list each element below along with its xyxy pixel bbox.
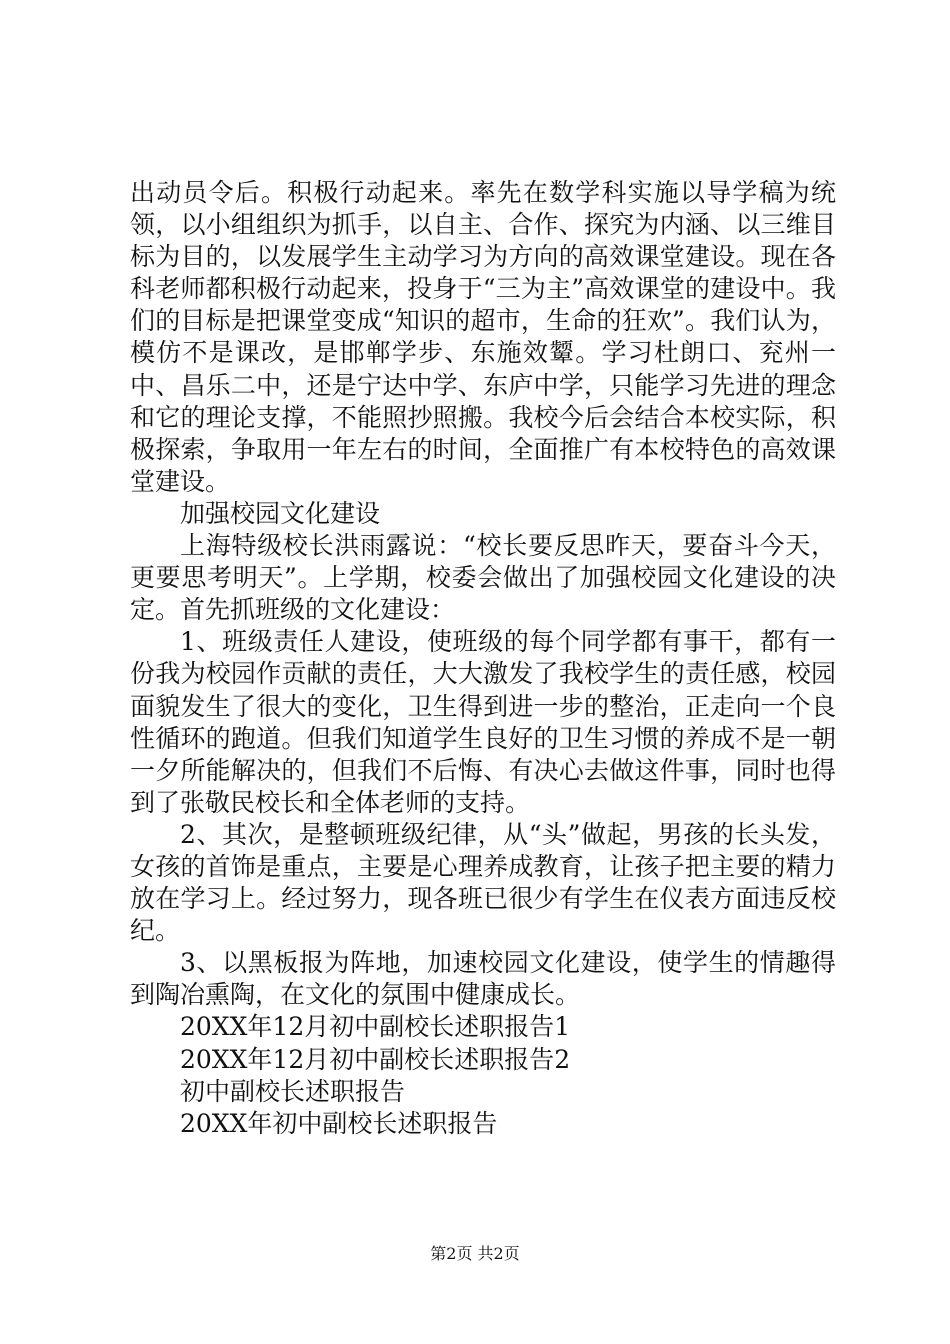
related-title-2: 20XX年12月初中副校长述职报告2 (180, 1044, 571, 1074)
related-title-4: 20XX年初中副校长述职报告 (180, 1108, 498, 1138)
related-title-3: 初中副校长述职报告 (180, 1076, 406, 1106)
list-item-2: 2、其次，是整顿班级纪律，从“头”做起，男孩的长头发，女孩的首饰是重点，主要是心理养成教育，让孩子把主要的精力放在学习上。经过努力，现各班已很少有学生在仪表方面违反校纪。 (130, 819, 836, 946)
paragraph-principal-quote: 上海特级校长洪雨露说：“校长要反思昨天，要奋斗今天，更要思考明天”。上学期，校委会做出了加强校园文化建设的决定。首先抓班级的文化建设： (130, 531, 836, 625)
related-title-1: 20XX年12月初中副校长述职报告1 (180, 1012, 571, 1042)
section-heading-campus-culture: 加强校园文化建设 (180, 498, 381, 528)
list-item-3: 3、以黑板报为阵地，加速校园文化建设，使学生的情趣得到陶冶熏陶，在文化的氛围中健康成长。 (130, 948, 836, 1010)
page-footer: 第2页 共2页 (430, 1244, 520, 1263)
document-body (130, 177, 836, 1140)
paragraph-curriculum-reform: 出动员令后。积极行动起来。率先在数学科实施以导学稿为统领，以小组组织为抓手，以自主、合作、探究为内涵、以三维目标为目的，以发展学生主动学习为方向的高效课堂建设。现在各科老师都积极行动起来，投身于“三为主”高效课堂的建设中。我们的目标是把课堂变成“知识的超市，生命的狂欢”。我们认为，模仿不是课改，是邯郸学步、东施效颦。学习杜朗口、兖州一中、昌乐二中，还是宁达中学、东庐中学，只能学习先进的理念和它的理论支撑，不能照抄照搬。我校今后会结合本校实际，积极探索，争取用一年左右的时间，全面推广有本校特色的高效课堂建设。 (130, 178, 836, 496)
list-item-1: 1、班级责任人建设，使班级的每个同学都有事干，都有一份我为校园作贡献的责任，大大激发了我校学生的责任感，校园面貌发生了很大的变化，卫生得到进一步的整治，正走向一个良性循环的跑道。但我们知道学生良好的卫生习惯的养成不是一朝一夕所能解决的，但我们不后悔、有决心去做这件事，同时也得到了张敬民校长和全体老师的支持。 (130, 627, 836, 817)
